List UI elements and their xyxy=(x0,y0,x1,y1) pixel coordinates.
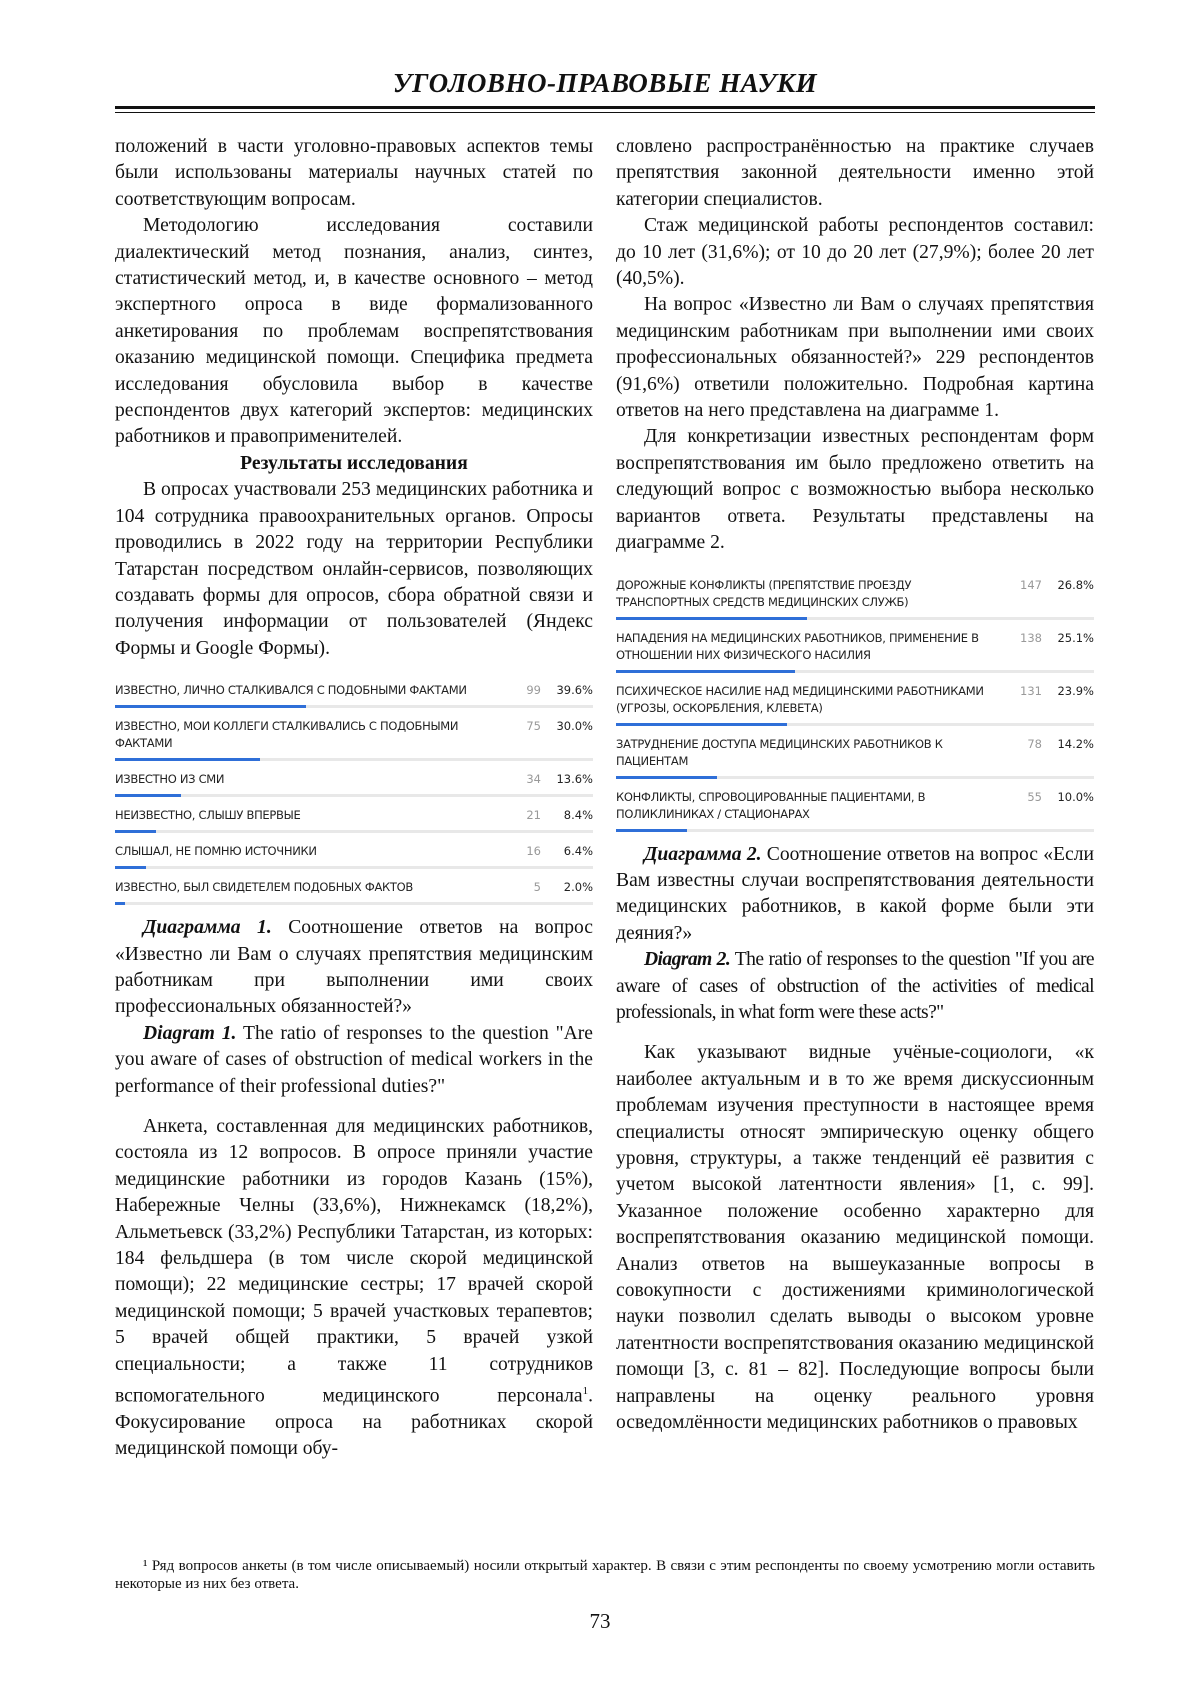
percent-label: 25.1% xyxy=(1042,630,1094,647)
caption-label: Diagram 1. xyxy=(143,1023,236,1044)
chart-row xyxy=(616,571,1094,611)
bar xyxy=(616,617,807,620)
bar xyxy=(616,829,687,832)
bar xyxy=(115,866,146,869)
percent-label: 10.0% xyxy=(1042,789,1094,806)
paragraph: Методологию исследования составили диалектический метод познания, анализ, синтез, статистический метод, и, в качестве основного – метод экспертного опроса в виде формализованного анкетирования по проблемам воспрепятствования оказанию медицинской помощи. Специфика предмета исследования обусловила выбор в качестве респондентов двух категорий экспертов: медицинских работников и правоприменителей. xyxy=(115,213,593,451)
percent-label: 6.4% xyxy=(541,843,593,860)
paragraph: положений в части уголовно-правовых аспектов темы были использованы материалы научных статей по соответствующим вопросам. xyxy=(115,134,593,213)
count-label: 131 xyxy=(1006,683,1042,700)
category-label: ЗАТРУДНЕНИЕ ДОСТУПА МЕДИЦИНСКИХ РАБОТНИКОВ К ПАЦИЕНТАМ xyxy=(616,736,1006,770)
count-label: 78 xyxy=(1006,736,1042,753)
bar xyxy=(115,830,156,833)
header-rule-thick xyxy=(115,106,1095,109)
bar xyxy=(616,723,787,726)
paragraph: В опросах участвовали 253 медицинских работника и 104 сотрудника правоохранительных органов. Опросы проводились в 2022 году на территории Республики Татарстан посредством онлайн-сервисов, позволяющих создавать формы для опросов, сбора обратной связи и получения информации от пользователей (Яндекс Формы и Google Формы). xyxy=(115,477,593,662)
bar-track xyxy=(616,776,1094,779)
category-label: ИЗВЕСТНО, ЛИЧНО СТАЛКИВАЛСЯ С ПОДОБНЫМИ ФАКТАМИ xyxy=(115,682,505,699)
paragraph: Стаж медицинской работы респондентов составил: до 10 лет (31,6%); от 10 до 20 лет (27,9%); более 20 лет (40,5%). xyxy=(616,213,1094,292)
chart-row xyxy=(115,765,593,788)
count-label: 16 xyxy=(505,843,541,860)
diagram-1 xyxy=(115,676,593,905)
diagram-1-caption-en xyxy=(115,1021,593,1100)
chart-row xyxy=(616,677,1094,717)
footnote: ¹ Ряд вопросов анкеты (в том числе описываемый) носили открытый характер. В связи с этим респонденты по своему усмотрению могли оставить некоторые из них без ответа. xyxy=(115,1557,1095,1593)
bar-track xyxy=(115,794,593,797)
count-label: 34 xyxy=(505,771,541,788)
bar xyxy=(115,758,260,761)
footnote-ref: 1 xyxy=(583,1385,589,1397)
chart-row xyxy=(115,837,593,860)
bar-track xyxy=(616,670,1094,673)
chart-row xyxy=(616,730,1094,770)
page-number: 73 xyxy=(0,1609,1200,1634)
bar-track xyxy=(115,705,593,708)
bar xyxy=(115,902,125,905)
right-column xyxy=(616,134,1094,1436)
header-rule-thin xyxy=(115,112,1095,113)
count-label: 21 xyxy=(505,807,541,824)
count-label: 55 xyxy=(1006,789,1042,806)
caption-label: Диаграмма 1. xyxy=(143,917,272,938)
paragraph: Для конкретизации известных респондентам форм воспрепятствования им было предложено ответить на следующий вопрос с возможностью выбора несколько вариантов ответа. Результаты представлены на диаграмме 2. xyxy=(616,424,1094,556)
count-label: 5 xyxy=(505,879,541,896)
diagram-1-caption xyxy=(115,915,593,1021)
category-label: ИЗВЕСТНО, МОИ КОЛЛЕГИ СТАЛКИВАЛИСЬ С ПОДОБНЫМИ ФАКТАМИ xyxy=(115,718,505,752)
caption-text: Соотношение ответов на вопрос «Известно ли Вам о случаях препятствия медицинским работникам при выполнении ими своих профессиональных обязанностей?» xyxy=(115,917,593,1017)
category-label: НАПАДЕНИЯ НА МЕДИЦИНСКИХ РАБОТНИКОВ, ПРИМЕНЕНИЕ В ОТНОШЕНИИ НИХ ФИЗИЧЕСКОГО НАСИЛИЯ xyxy=(616,630,1006,664)
bar-track xyxy=(115,902,593,905)
chart-row xyxy=(115,873,593,896)
caption-text: Соотношение ответов на вопрос «Если Вам известны случаи воспрепятствования деятельности медицинских работников, в какой форме были эти деяния?» xyxy=(616,844,1094,944)
paragraph: На вопрос «Известно ли Вам о случаях препятствия медицинским работникам при выполнении ими своих профессиональных обязанностей?» 229 респондентов (91,6%) ответили положительно. Подробная картина ответов на него представлена на диаграмме 1. xyxy=(616,292,1094,424)
category-label: НЕИЗВЕСТНО, СЛЫШУ ВПЕРВЫЕ xyxy=(115,807,505,824)
bar xyxy=(616,776,717,779)
chart-row xyxy=(616,783,1094,823)
category-label: ПСИХИЧЕСКОЕ НАСИЛИЕ НАД МЕДИЦИНСКИМИ РАБОТНИКАМИ (УГРОЗЫ, ОСКОРБЛЕНИЯ, КЛЕВЕТА) xyxy=(616,683,1006,717)
percent-label: 30.0% xyxy=(541,718,593,735)
chart-row xyxy=(115,676,593,699)
count-label: 75 xyxy=(505,718,541,735)
category-label: КОНФЛИКТЫ, СПРОВОЦИРОВАННЫЕ ПАЦИЕНТАМИ, В ПОЛИКЛИНИКАХ / СТАЦИОНАРАХ xyxy=(616,789,1006,823)
diagram-2-caption xyxy=(616,842,1094,948)
percent-label: 13.6% xyxy=(541,771,593,788)
percent-label: 39.6% xyxy=(541,682,593,699)
chart-row xyxy=(115,712,593,752)
category-label: ИЗВЕСТНО ИЗ СМИ xyxy=(115,771,505,788)
category-label: ИЗВЕСТНО, БЫЛ СВИДЕТЕЛЕМ ПОДОБНЫХ ФАКТОВ xyxy=(115,879,505,896)
caption-label: Diagram 2. xyxy=(644,949,730,970)
category-label: ДОРОЖНЫЕ КОНФЛИКТЫ (ПРЕПЯТСТВИЕ ПРОЕЗДУ ТРАНСПОРТНЫХ СРЕДСТВ МЕДИЦИНСКИХ СЛУЖБ) xyxy=(616,577,1006,611)
paragraph: Как указывают видные учёные-социологи, «к наиболее актуальным и в то же время дискуссионным проблемам изучения преступности в настоящее время специалисты относят эмпирическую оценку общего уровня, структуры, а также тенденций её развития с учетом высокой латентности явления» [1, с. 99]. Указанное положение особенно характерно для воспрепятствования оказанию медицинской помощи. Анализ ответов на вышеуказанные вопросы в совокупности с достижениями криминологической науки позволил сделать выводы о высоком уровне латентности воспрепятствования оказанию медицинской помощи [3, с. 81 – 82]. Последующие вопросы были направлены на оценку реального уровня осведомлённости медицинских работников о правовых xyxy=(616,1040,1094,1436)
running-header: УГОЛОВНО-ПРАВОВЫЕ НАУКИ xyxy=(115,68,1095,99)
bar xyxy=(616,670,795,673)
percent-label: 2.0% xyxy=(541,879,593,896)
percent-label: 8.4% xyxy=(541,807,593,824)
paragraph xyxy=(115,1114,593,1463)
paragraph: словлено распространённостью на практике случаев препятствия законной деятельности именно этой категории специалистов. xyxy=(616,134,1094,213)
bar-track xyxy=(616,829,1094,832)
bar-track xyxy=(115,758,593,761)
diagram-2 xyxy=(616,571,1094,832)
section-heading: Результаты исследования xyxy=(115,451,593,477)
left-column xyxy=(115,134,593,1463)
bar xyxy=(115,705,306,708)
count-label: 147 xyxy=(1006,577,1042,594)
caption-text: The ratio of responses to the question "If you are aware of cases of obstruction of the activities of medical professionals, in what form were these acts?" xyxy=(616,949,1094,1023)
caption-label: Диаграмма 2. xyxy=(644,844,762,865)
text: Анкета, составленная для медицинских работников, состояла из 12 вопросов. В опросе приняли участие медицинские работники из городов Казань (15%), Набережные Челны (33,6%), Нижнекамск (18,2%), Альметьевск (33,2%) Республики Татарстан, из которых: 184 фельдшера (в том числе скорой медицинской помощи); 22 медицинские сестры; 17 врачей скорой медицинской помощи; 5 врачей участковых терапевтов; 5 врачей общей практики, 5 врачей узкой специальности; а также 11 сотрудников вспомогательного медицинского персонала xyxy=(115,1116,593,1407)
text: . Фокусирование опроса на работниках скорой медицинской помощи обу- xyxy=(115,1386,593,1460)
bar-track xyxy=(616,723,1094,726)
chart-row xyxy=(115,801,593,824)
percent-label: 26.8% xyxy=(1042,577,1094,594)
bar-track xyxy=(115,866,593,869)
category-label: СЛЫШАЛ, НЕ ПОМНЮ ИСТОЧНИКИ xyxy=(115,843,505,860)
bar-track xyxy=(616,617,1094,620)
caption-text: The ratio of responses to the question "Are you aware of cases of obstruction of medical workers in the performance of their professional duties?" xyxy=(115,1023,593,1097)
bar-track xyxy=(115,830,593,833)
count-label: 99 xyxy=(505,682,541,699)
percent-label: 23.9% xyxy=(1042,683,1094,700)
diagram-2-caption-en xyxy=(616,947,1094,1026)
chart-row xyxy=(616,624,1094,664)
count-label: 138 xyxy=(1006,630,1042,647)
bar xyxy=(115,794,181,797)
percent-label: 14.2% xyxy=(1042,736,1094,753)
